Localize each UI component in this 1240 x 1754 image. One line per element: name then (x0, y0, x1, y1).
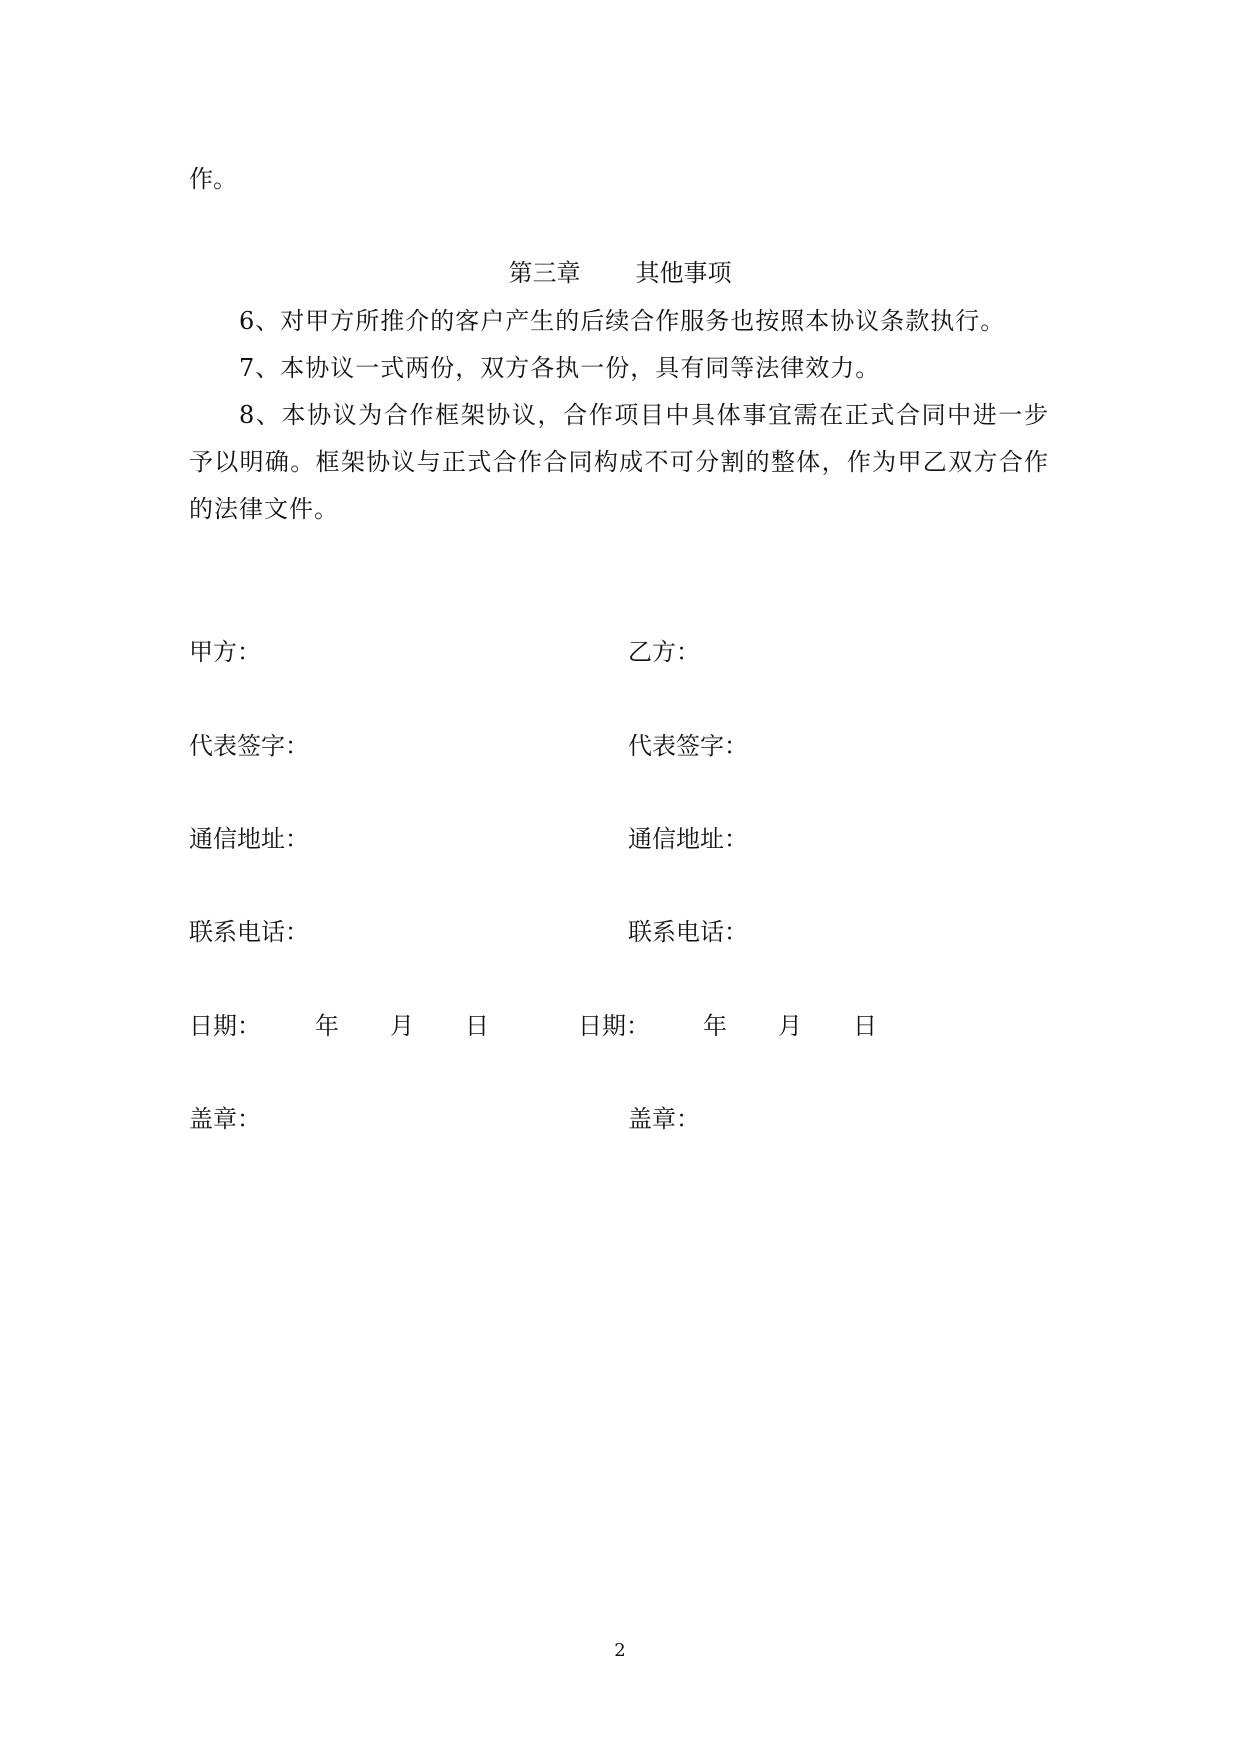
party-b-date-year: 年 (703, 1012, 727, 1040)
party-a-address-label: 通信地址： (189, 825, 309, 853)
party-a-phone-label: 联系电话： (189, 918, 309, 946)
clause-7: 7、本协议一式两份，双方各执一份，具有同等法律效力。 (239, 354, 881, 382)
clause-8: 8、本协议为合作框架协议，合作项目中具体事宜需在正式合同中进一步予以明确。框架协议与正式合作合同构成不可分割的整体，作为甲乙双方合作的法律文件。 (189, 401, 1049, 523)
chapter-title: 其他事项 (635, 259, 732, 287)
party-b-representative-label: 代表签字： (628, 732, 748, 760)
continuation-text: 作。 (189, 165, 237, 193)
chapter-number: 第三章 (508, 259, 581, 287)
party-a-date-label: 日期： (189, 1012, 261, 1040)
party-a-date-month: 月 (390, 1012, 414, 1040)
party-a-date-day: 日 (465, 1012, 489, 1040)
party-b-seal-label: 盖章： (628, 1105, 700, 1133)
party-a-representative-label: 代表签字： (189, 732, 309, 760)
chapter-heading (0, 258, 1240, 288)
party-a-date-year: 年 (315, 1012, 339, 1040)
party-b-date-month: 月 (778, 1012, 802, 1040)
party-b-address-label: 通信地址： (628, 825, 748, 853)
party-a-label: 甲方： (189, 638, 261, 666)
party-b-phone-label: 联系电话： (628, 918, 748, 946)
party-b-date-day: 日 (853, 1012, 877, 1040)
party-b-date-label: 日期： (578, 1012, 650, 1040)
clause-6: 6、对甲方所推介的客户产生的后续合作服务也按照本协议条款执行。 (239, 307, 1006, 335)
party-a-seal-label: 盖章： (189, 1105, 261, 1133)
page-number: 2 (614, 1640, 626, 1661)
party-b-label: 乙方： (628, 638, 700, 666)
